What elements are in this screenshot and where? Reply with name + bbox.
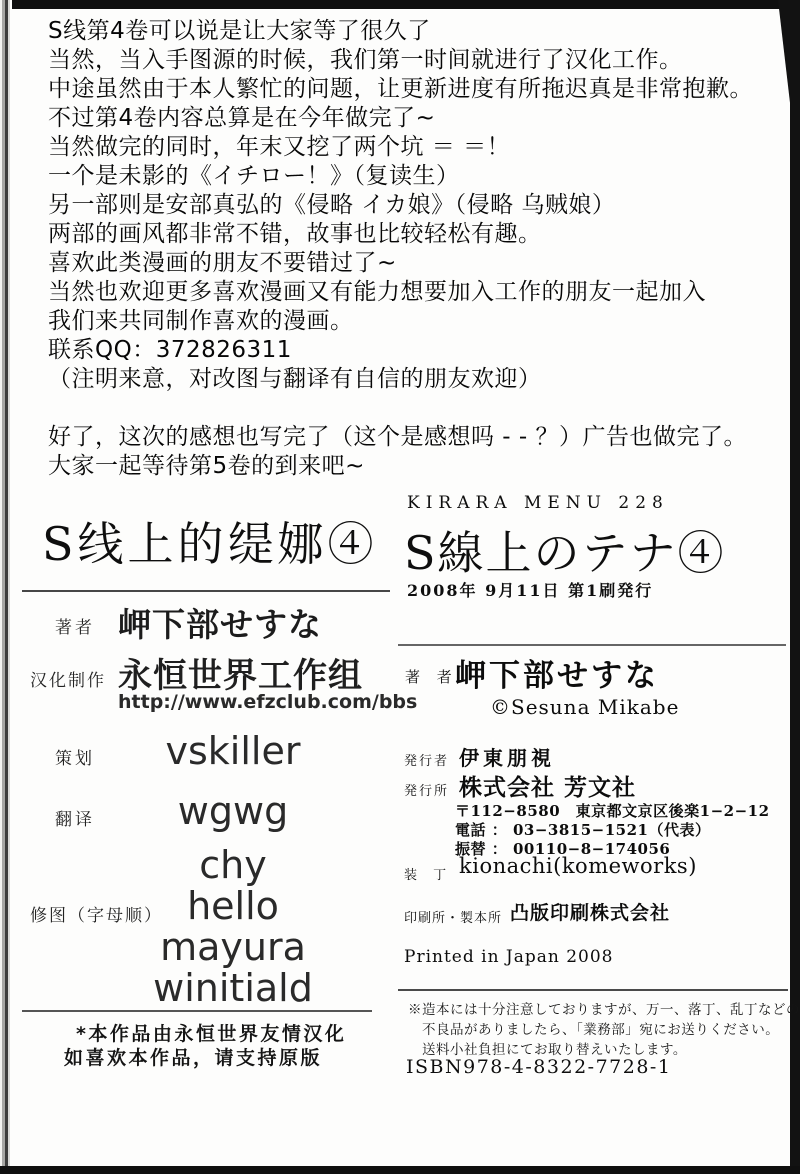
colophon-design-label: 装 丁 — [404, 868, 453, 883]
afterword-line: 两部的画风都非常不错，故事也比较轻松有趣。 — [48, 221, 542, 247]
colophon-design-value: kionachi(komeworks) — [459, 854, 697, 878]
scan-border-bottom — [0, 1166, 800, 1174]
right-column-bottom-rule — [398, 989, 788, 991]
credits-retoucher: winitiald — [153, 966, 313, 1010]
colophon-phone: 電話 ： 03−3815−1521（代表） — [455, 821, 711, 839]
colophon-publishing-house-value: 株式会社 芳文社 — [459, 774, 637, 801]
credits-planning-label: 策划 — [55, 749, 95, 769]
credits-group-url: http://www.efzclub.com/bbs — [118, 691, 418, 713]
afterword-line: 不过第4卷内容总算是在今年做完了~ — [48, 105, 436, 131]
japanese-title: S線上のテナ④ — [404, 526, 726, 580]
isbn: ISBN978-4-8322-7728-1 — [406, 1056, 672, 1078]
afterword-line: 联系QQ：372826311 — [48, 337, 292, 363]
afterword-line: S线第4卷可以说是让大家等了很久了 — [48, 18, 431, 44]
credits-group-label: 汉化制作 — [30, 671, 106, 691]
colophon-copyright: ©Sesuna Mikabe — [490, 695, 680, 719]
credits-group-value: 永恒世界工作组 — [118, 656, 363, 696]
colophon-postal-address: 〒112−8580 東京都文京区後楽1−2−12 — [455, 802, 770, 820]
colophon-publisher-value: 伊東朋視 — [459, 746, 555, 770]
left-column-bottom-rule — [22, 1010, 372, 1012]
credits-retoucher: mayura — [160, 925, 306, 969]
colophon-author-value: 岬下部せすな — [455, 658, 659, 694]
credits-translation-value: wgwg — [177, 789, 289, 833]
afterword-paragraph — [48, 17, 788, 481]
credits-retoucher: chy — [199, 843, 267, 887]
afterword-blank-line — [48, 394, 788, 423]
right-column-top-rule — [398, 644, 786, 646]
afterword-line: 大家一起等待第5卷的到来吧~ — [48, 453, 365, 479]
defect-notice-line: 不良品がありましたら、「業務部」宛にお送りください。 — [422, 1022, 780, 1038]
afterword-line: 当然做完的同时，年末又挖了两个坑 ＝ ＝！ — [48, 134, 511, 160]
scan-border-right — [790, 0, 800, 1174]
colophon-publishing-house-label: 発行所 — [404, 784, 450, 799]
afterword-line: 喜欢此类漫画的朋友不要错过了~ — [48, 250, 397, 276]
credits-retouch-label: 修图（字母顺） — [30, 906, 163, 926]
afterword-line: 一个是未影的《イチロー！》（复读生） — [48, 163, 460, 189]
defect-notice — [408, 1000, 800, 1060]
defect-notice-line: 送料小社負担にてお取り替えいたします。 — [422, 1042, 687, 1058]
scan-border-top — [0, 0, 800, 9]
afterword-line: 当然也欢迎更多喜欢漫画又有能力想要加入工作的朋友一起加入 — [48, 279, 706, 305]
credits-author-label: 著者 — [55, 618, 95, 638]
credits-author-value: 岬下部せすな — [118, 605, 322, 644]
credits-footnote-line1: *本作品由永恒世界友情汉化 — [76, 1023, 347, 1045]
colophon-printed-note: Printed in Japan 2008 — [404, 947, 614, 967]
afterword-line: 另一部则是安部真弘的《侵略 イカ娘》（侵略 乌贼娘） — [48, 192, 616, 218]
colophon-printer-value: 凸版印刷株式会社 — [510, 902, 671, 924]
credits-planning-value: vskiller — [165, 729, 301, 773]
colophon-author-label: 著 者 — [405, 668, 458, 686]
scan-border-left — [0, 0, 12, 1174]
left-column-top-rule — [22, 590, 390, 592]
credits-footnote-line2: 如喜欢本作品，请支持原版 — [64, 1047, 323, 1069]
chinese-title: S线上的缇娜④ — [42, 517, 378, 571]
colophon-publisher-label: 発行者 — [404, 754, 450, 769]
afterword-line: 中途虽然由于本人繁忙的问题，让更新进度有所拖迟真是非常抱歉。 — [48, 76, 753, 102]
afterword-line: （注明来意，对改图与翻译有自信的朋友欢迎） — [48, 366, 542, 392]
colophon-postal-transfer: 振替 ： 00110−8−174056 — [455, 840, 671, 858]
credits-retoucher: hello — [187, 884, 279, 928]
afterword-line: 我们来共同制作喜欢的漫画。 — [48, 308, 354, 334]
print-date: 2008年 9月11日 第1刷発行 — [407, 581, 654, 600]
defect-notice-line: ※造本には十分注意しておりますが、万一、落丁、乱丁などの — [408, 1002, 800, 1018]
series-code: KIRARA MENU 228 — [407, 493, 669, 513]
afterword-line: 当然，当入手图源的时候，我们第一时间就进行了汉化工作。 — [48, 47, 683, 73]
credits-translation-label: 翻译 — [55, 810, 95, 830]
afterword-line: 好了，这次的感想也写完了（这个是感想吗 - - ？）广告也做完了。 — [48, 424, 748, 450]
colophon-printer-label: 印刷所・製本所 — [404, 911, 503, 926]
